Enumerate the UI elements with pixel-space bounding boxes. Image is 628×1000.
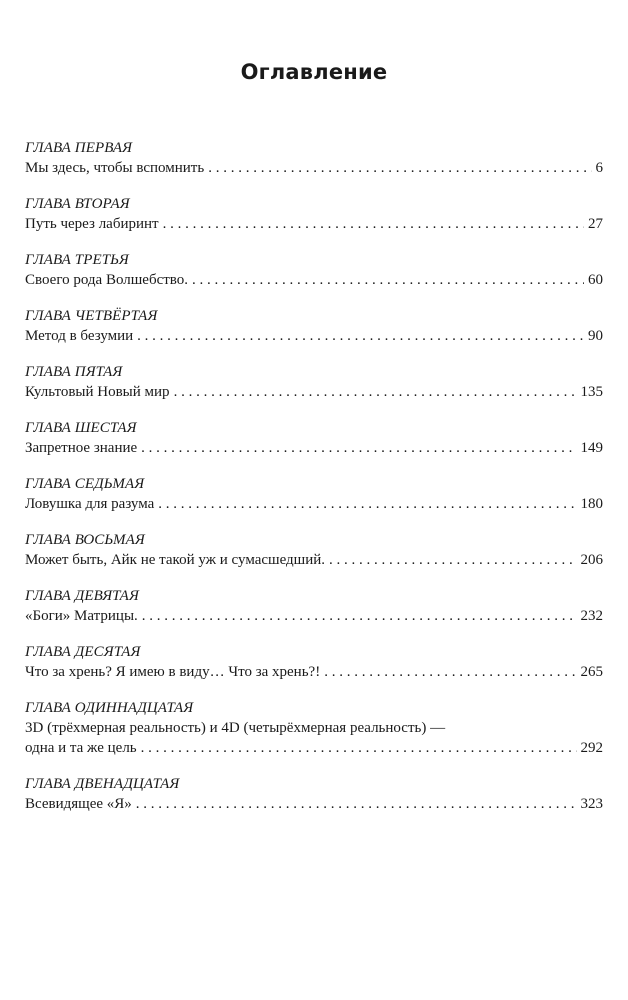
toc-leader-row: [25, 795, 603, 814]
toc-leader-row: [25, 215, 603, 234]
chapter-title: Мы здесь, чтобы вспомнить: [25, 160, 205, 176]
toc-entry[interactable]: [25, 475, 603, 514]
toc-leader-row: [25, 607, 603, 626]
chapter-title: Что за хрень? Я имею в виду… Что за хрень?!: [25, 664, 321, 680]
chapter-label: ГЛАВА ПЯТАЯ: [25, 364, 123, 380]
chapter-label: ГЛАВА ДЕВЯТАЯ: [25, 588, 139, 604]
page-number: 180: [580, 496, 603, 512]
chapter-title: Ловушка для разума: [25, 496, 155, 512]
page-number: 149: [580, 440, 603, 456]
chapter-title: Может быть, Айк не такой уж и сумасшедший.: [25, 552, 326, 568]
chapter-title-line: 3D (трёхмерная реальность) и 4D (четырёхмерная реальность) —: [25, 720, 446, 736]
dot-leader: [142, 607, 577, 626]
dot-leader: [174, 383, 577, 402]
page-number: 206: [580, 552, 603, 568]
chapter-label: ГЛАВА СЕДЬМАЯ: [25, 476, 145, 492]
page-number: 265: [580, 664, 603, 680]
toc-entry[interactable]: [25, 531, 603, 570]
page-number: 292: [580, 740, 603, 756]
page-number: 323: [580, 796, 603, 812]
toc-leader-row: [25, 383, 603, 402]
chapter-title: Метод в безумии: [25, 328, 134, 344]
chapter-label: ГЛАВА ОДИННАДЦАТАЯ: [25, 700, 194, 716]
toc-leader-row: [25, 739, 603, 758]
toc-entry[interactable]: [25, 775, 603, 814]
chapter-label: ГЛАВА ТРЕТЬЯ: [25, 252, 129, 268]
toc-entry[interactable]: [25, 139, 603, 178]
toc-entry[interactable]: [25, 195, 603, 234]
dot-leader: [163, 215, 584, 234]
toc-entry[interactable]: [25, 419, 603, 458]
dot-leader: [141, 739, 577, 758]
toc-leader-row: [25, 439, 603, 458]
chapter-label: ГЛАВА ЧЕТВЁРТАЯ: [25, 308, 158, 324]
toc-entry[interactable]: [25, 699, 603, 758]
page-number: 27: [588, 216, 603, 232]
chapter-label: ГЛАВА ДЕСЯТАЯ: [25, 644, 141, 660]
toc-leader-row: [25, 495, 603, 514]
dot-leader: [208, 159, 591, 178]
chapter-label: ГЛАВА ДВЕНАДЦАТАЯ: [25, 776, 180, 792]
toc-entry[interactable]: [25, 643, 603, 682]
dot-leader: [324, 663, 576, 682]
page-number: 6: [595, 160, 603, 176]
toc-entry[interactable]: [25, 251, 603, 290]
dot-leader: [329, 551, 576, 570]
chapter-label: ГЛАВА ВТОРАЯ: [25, 196, 130, 212]
page-number: 90: [588, 328, 603, 344]
chapter-title: Путь через лабиринт: [25, 216, 159, 232]
chapter-label: ГЛАВА ВОСЬМАЯ: [25, 532, 145, 548]
page-title: Оглавление: [240, 60, 388, 84]
dot-leader: [137, 327, 584, 346]
page-number: 135: [580, 384, 603, 400]
chapter-title: Запретное знание: [25, 440, 138, 456]
chapter-label: ГЛАВА ШЕСТАЯ: [25, 420, 137, 436]
toc-entry[interactable]: [25, 587, 603, 626]
toc-entry[interactable]: [25, 307, 603, 346]
page-number: 232: [580, 608, 603, 624]
toc-leader-row: [25, 159, 603, 178]
toc-entry[interactable]: [25, 363, 603, 402]
chapter-title: одна и та же цель: [25, 740, 137, 756]
table-of-contents: [25, 139, 603, 831]
chapter-title: Своего рода Волшебство.: [25, 272, 189, 288]
dot-leader: [141, 439, 576, 458]
chapter-title: «Боги» Матрицы.: [25, 608, 138, 624]
dot-leader: [136, 795, 577, 814]
toc-leader-row: [25, 551, 603, 570]
toc-leader-row: [25, 663, 603, 682]
page-number: 60: [588, 272, 603, 288]
chapter-title: Культовый Новый мир: [25, 384, 170, 400]
dot-leader: [192, 271, 584, 290]
dot-leader: [158, 495, 576, 514]
chapter-label: ГЛАВА ПЕРВАЯ: [25, 140, 133, 156]
chapter-title: Всевидящее «Я»: [25, 796, 132, 812]
toc-leader-row: [25, 327, 603, 346]
toc-leader-row: [25, 271, 603, 290]
